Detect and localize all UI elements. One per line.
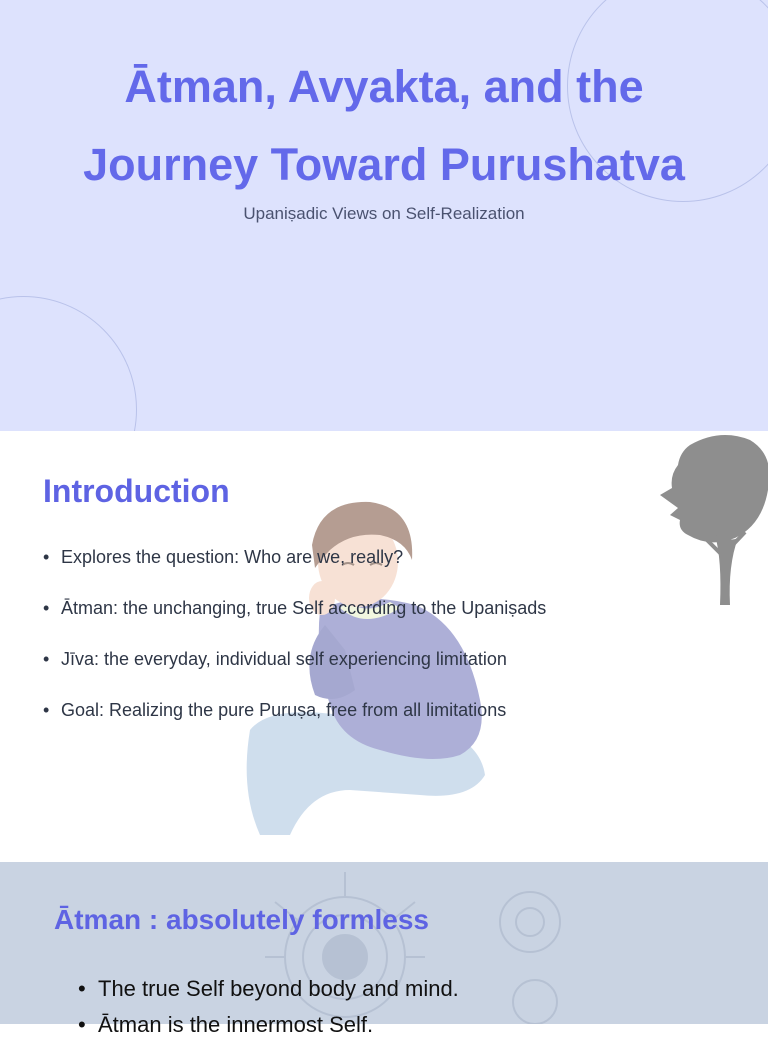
list-item: • Explores the question: Who are we, really?: [43, 546, 546, 597]
list-item: • Jīva: the everyday, individual self experiencing limitation: [43, 648, 546, 699]
title-slide: [0, 0, 768, 431]
list-item: • Goal: Realizing the pure Puruṣa, free from all limitations: [43, 699, 546, 750]
introduction-heading: Introduction: [43, 473, 230, 509]
slide-title-line-2: Journey Toward Purushatva: [83, 139, 685, 190]
atman-bullet-list: [78, 976, 459, 1048]
decorative-circle: [0, 296, 137, 431]
list-item: • Ātman is the innermost Self.: [78, 1012, 459, 1048]
atman-heading: Ātman : absolutely formless: [54, 904, 429, 935]
slide-title-line-1: Ātman, Avyakta, and the: [124, 61, 644, 112]
head-tree-icon: [650, 430, 768, 605]
list-item: • Ātman: the unchanging, true Self according to the Upaniṣads: [43, 597, 546, 648]
list-item: • The true Self beyond body and mind.: [78, 976, 459, 1012]
slide-subtitle: Upaniṣadic Views on Self-Realization: [243, 204, 525, 223]
introduction-bullet-list: [43, 546, 546, 750]
